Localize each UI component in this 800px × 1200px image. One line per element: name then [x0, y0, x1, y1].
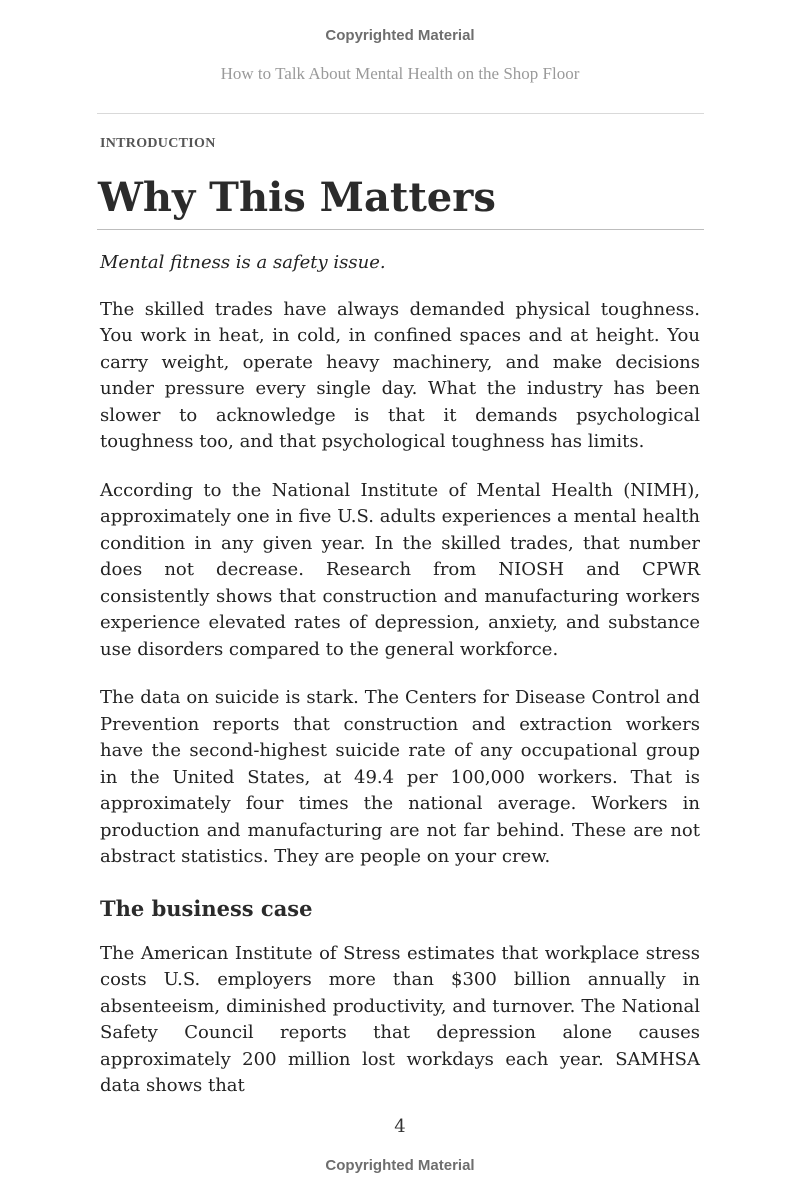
paragraph-4: The American Institute of Stress estimates that workplace stress costs U.S. employers more than $300 billion annually in absenteeism, diminished productivity, and turnover. The National Safety Council reports that depression alone causes approximately 200 million lost workdays each year. SAMHSA data shows that: [100, 942, 700, 1096]
header-divider: [97, 113, 704, 114]
running-head: How to Talk About Mental Health on the Shop Floor: [220, 64, 580, 83]
section-label: INTRODUCTION: [100, 136, 216, 151]
body-text: [100, 250, 700, 1122]
copyright-watermark-bottom: Copyrighted Material: [325, 1157, 475, 1174]
paragraph-2: According to the National Institute of Mental Health (NIMH), approximately one in five U.S. adults experiences a mental health condition in any given year. In the skilled trades, that number does not decrease. Research from NIOSH and CPWR consistently shows that construction and manufacturing workers experience elevated rates of depression, anxiety, and substance use disorders compared to the general workforce.: [100, 479, 700, 660]
title-divider: [97, 229, 704, 230]
copyright-watermark-top: Copyrighted Material: [325, 27, 475, 44]
paragraph-1: The skilled trades have always demanded physical toughness. You work in heat, in cold, in confined spaces and at height. You carry weight, operate heavy machinery, and make decisions under pressure every single day. What the industry has been slower to acknowledge is that it demands psychological toughness too, and that psychological toughness has limits.: [100, 298, 700, 452]
paragraph-3: The data on suicide is stark. The Centers for Disease Control and Prevention reports that construction and extraction workers have the second-highest suicide rate of any occupational group in the United States, at 49.4 per 100,000 workers. That is approximately four times the national average. Workers in production and manufacturing are not far behind. These are not abstract statistics. They are people on your crew.: [100, 687, 700, 867]
page-number: 4: [394, 1116, 406, 1137]
chapter-title: Why This Matters: [98, 174, 496, 221]
epigraph: Mental fitness is a safety issue.: [100, 252, 386, 273]
subheading: The business case: [100, 895, 313, 921]
